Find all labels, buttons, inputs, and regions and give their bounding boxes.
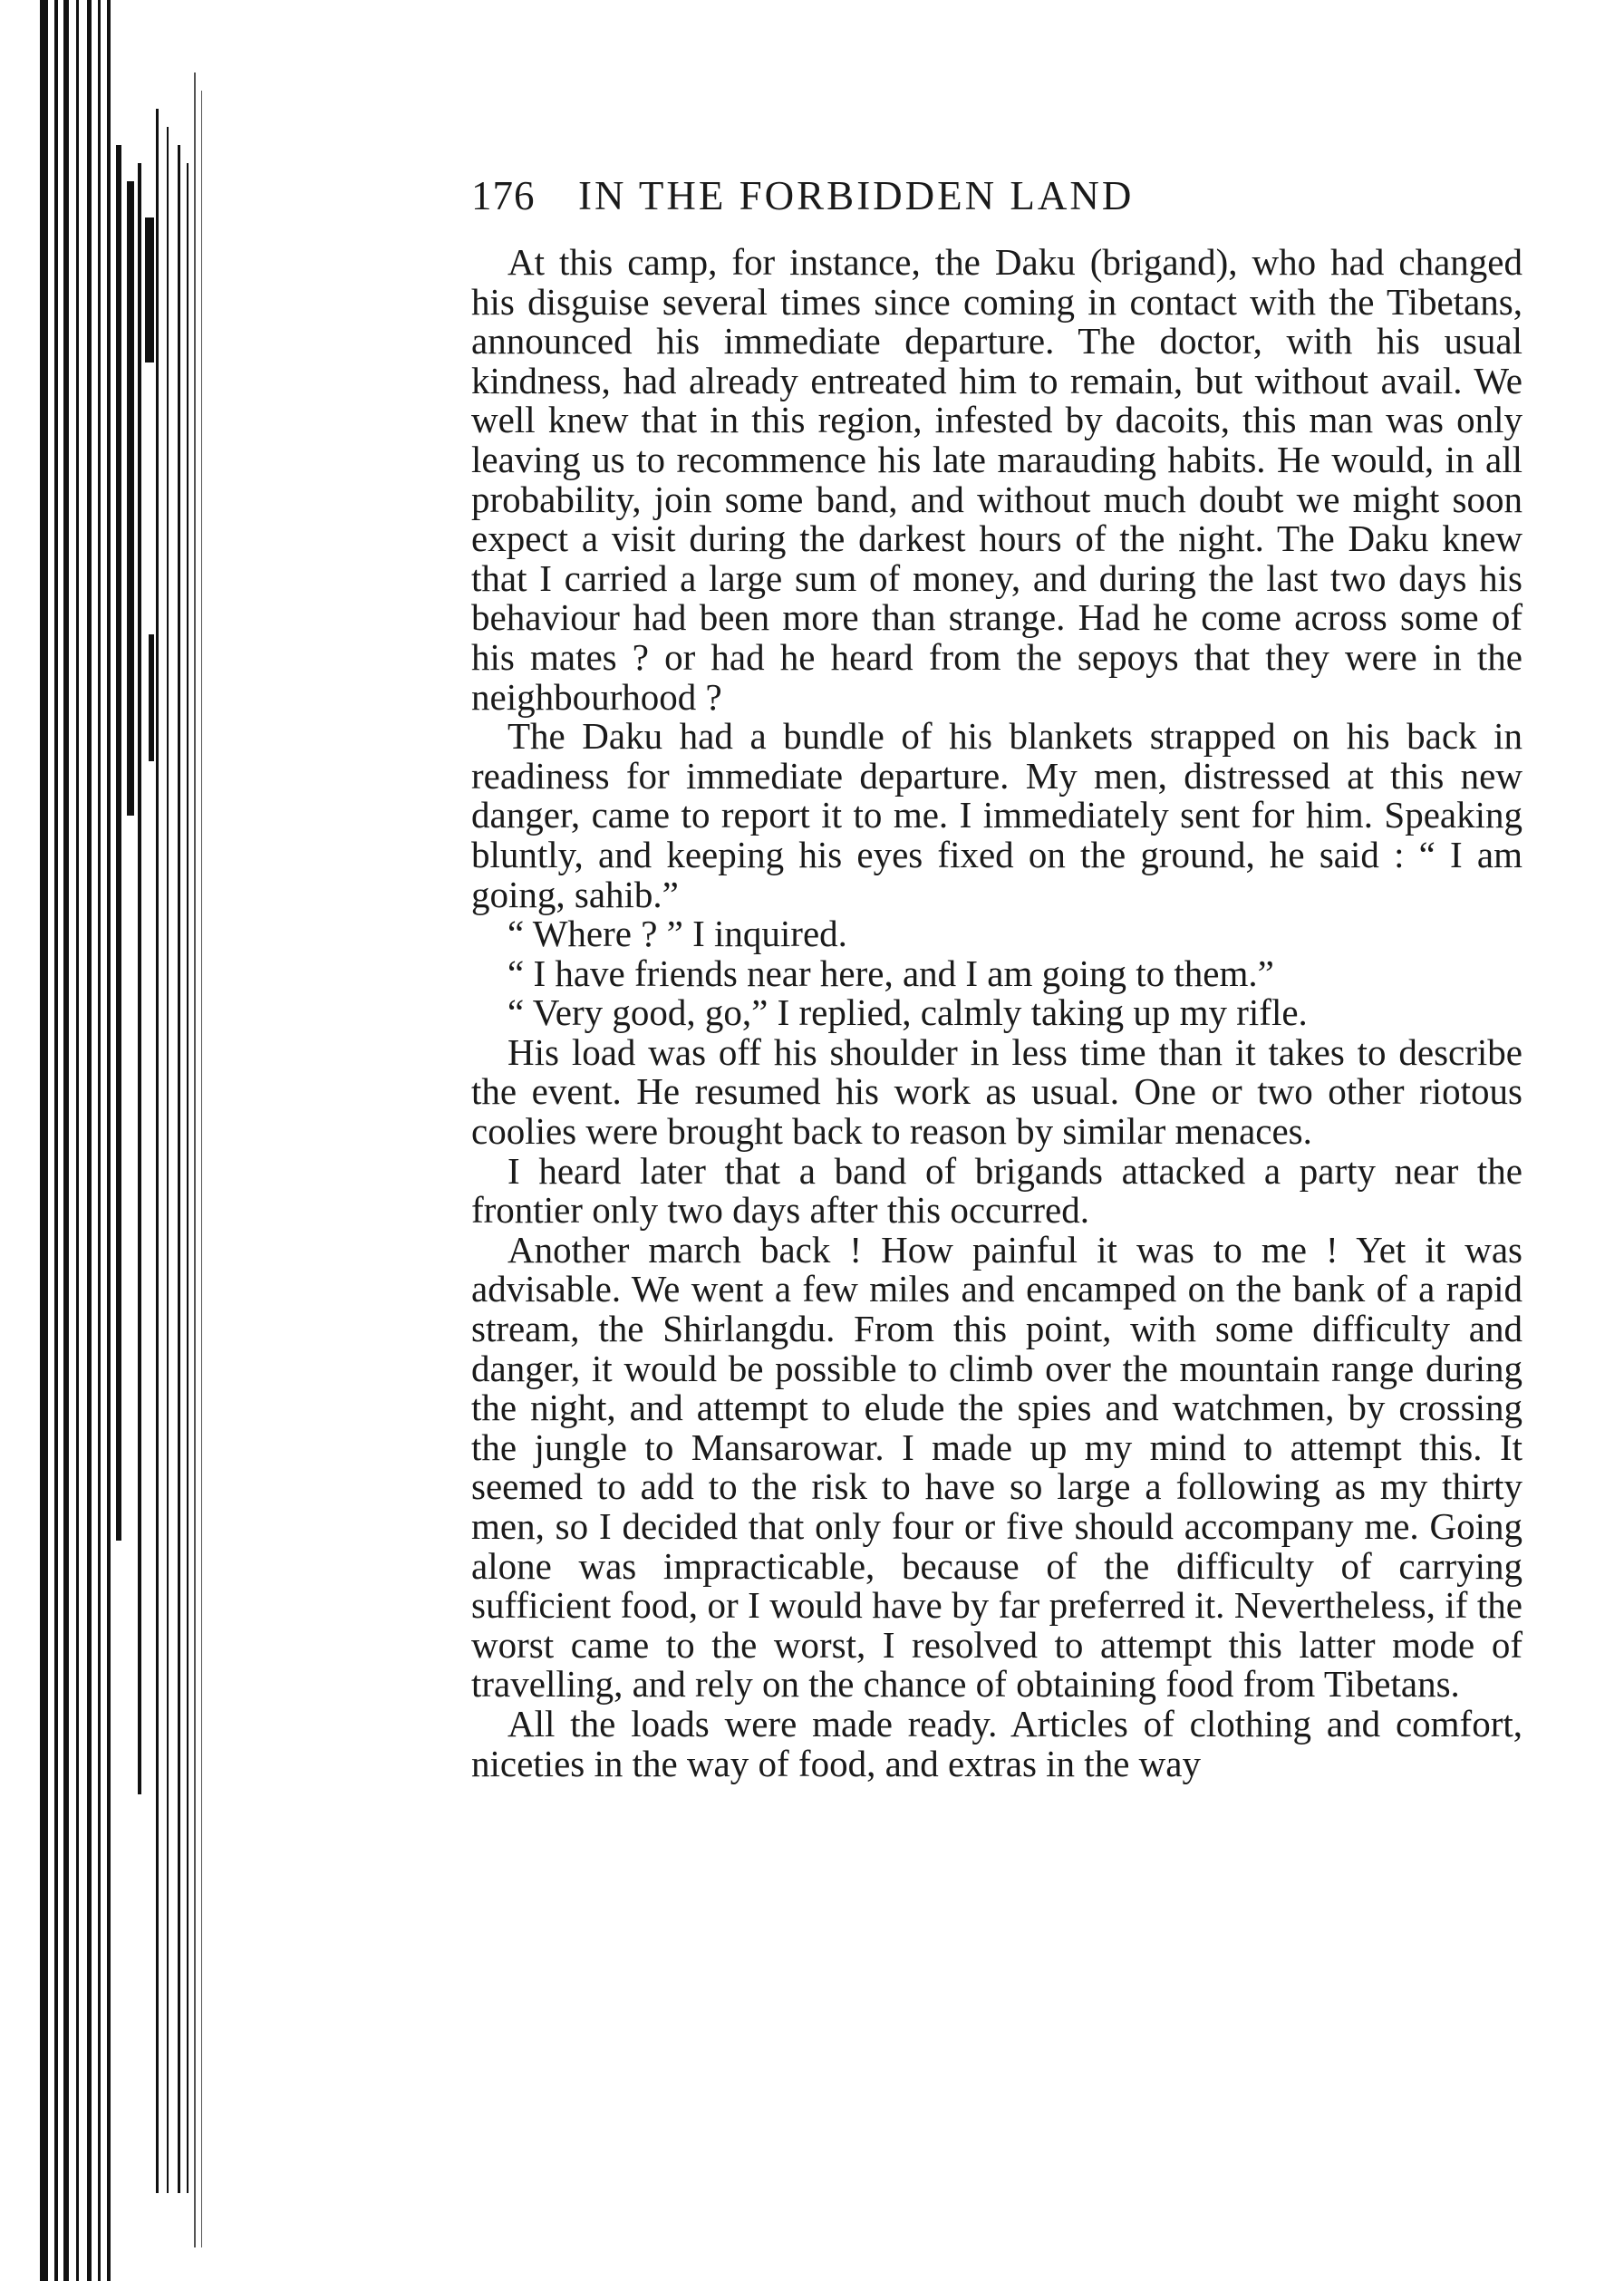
paragraph: The Daku had a bundle of his blankets strapped on his back in readiness for immediate departure. My men, distressed at this new danger, came to report it to me. I immediately sent for him. Speaking bluntly, and keeping his eyes fixed on the ground, he said : “ I am going, sahib.”	[471, 715, 1522, 915]
paragraph: “ Where ? ” I inquired.	[508, 913, 847, 955]
page-number: 176	[471, 173, 536, 218]
running-title: IN THE FORBIDDEN LAND	[578, 173, 1135, 218]
paragraph: I heard later that a band of brigands attacked a party near the frontier only two days after this occurred.	[471, 1149, 1522, 1232]
paragraph: At this camp, for instance, the Daku (brigand), who had changed his disguise several times since coming in contact with the Tibetans, announced his immediate departure. The doctor, with his usual kindness, had already entreated him to remain, but without avail. We well knew that in this region, infested by dacoits, this man was only leaving us to recommence his late marauding habits. He would, in all probability, join some band, and without much doubt we might soon expect a visit during the darkest hours of the night. The Daku knew that I carried a large sum of money, and during the last two days his behaviour had been more than strange. Had he come across some of his mates ? or had he heard from the sepoys that they were in the neighbourhood ?	[471, 241, 1522, 718]
book-page	[471, 172, 1522, 1783]
paragraph: “ Very good, go,” I replied, calmly taking up my rifle.	[508, 991, 1308, 1034]
paragraph: “ I have friends near here, and I am going to them.”	[508, 952, 1274, 994]
running-head	[471, 172, 1522, 236]
body-text	[471, 243, 1522, 1783]
paragraph: Another march back ! How painful it was to me ! Yet it was advisable. We went a few miles and encamped on the bank of a rapid stream, the Shirlangdu. From this point, with some difficulty and danger, it would be possible to climb over the mountain range during the night, and attempt to elude the spies and watchmen, by crossing the jungle to Mansarowar. I made up my mind to attempt this. It seemed to add to the risk to have so large a following as my thirty men, so I decided that only four or five should accompany me. Going alone was impracticable, because of the difficulty of carrying sufficient food, or I would have by far preferred it. Nevertheless, if the worst came to the worst, I resolved to attempt this latter mode of travelling, and rely on the chance of obtaining food from Tibetans.	[471, 1228, 1522, 1706]
book-binding-edge	[0, 0, 218, 2281]
paragraph: All the loads were made ready. Articles of clothing and comfort, niceties in the way of food, and extras in the way	[471, 1702, 1522, 1784]
paragraph: His load was off his shoulder in less time than it takes to describe the event. He resumed his work as usual. One or two other riotous coolies were brought back to reason by similar menaces.	[471, 1030, 1522, 1153]
